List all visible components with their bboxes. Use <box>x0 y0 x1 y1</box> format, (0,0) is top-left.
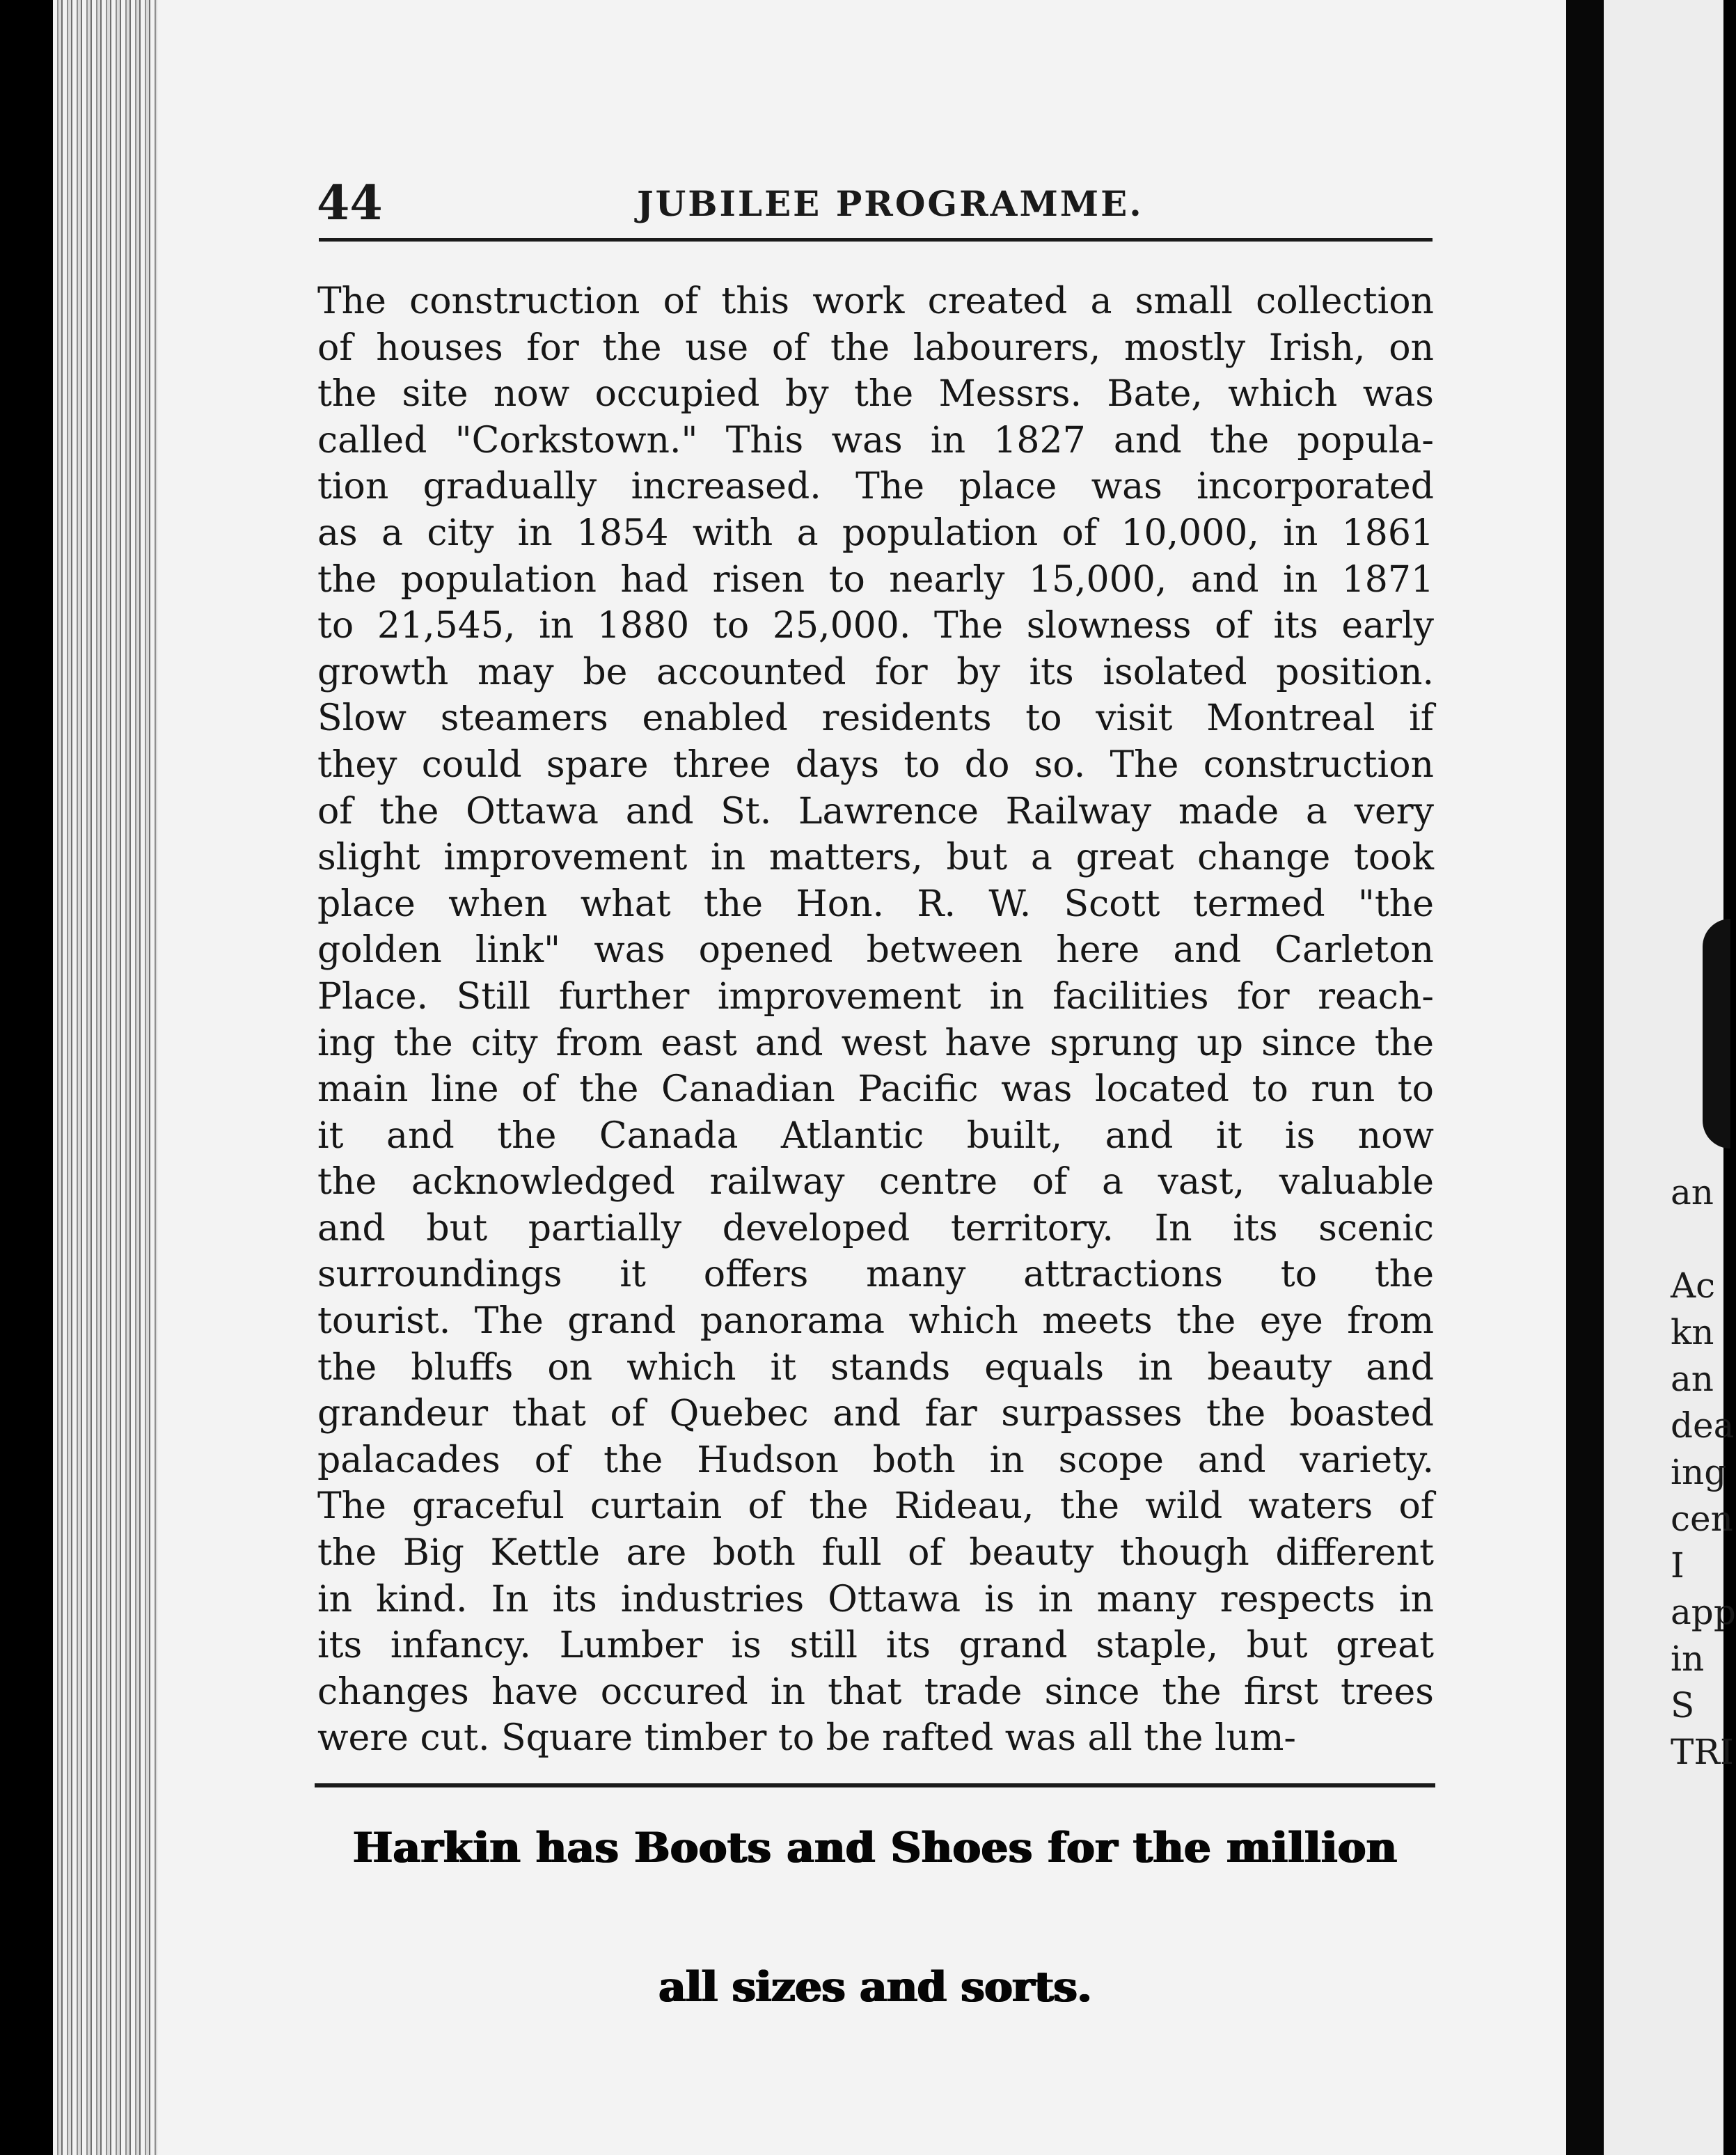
text-line: tion gradually increased. The place was incorporated <box>317 466 1434 508</box>
facing-page-fragment <box>1671 1216 1723 1263</box>
text-line: called "Corkstown." This was in 1827 and the popula- <box>317 419 1434 461</box>
header-rule <box>319 238 1433 242</box>
footer-rule <box>315 1783 1435 1787</box>
text-line: the bluffs on which it stands equals in beauty and <box>317 1346 1434 1389</box>
facing-page-fragment: an <box>1671 1172 1714 1213</box>
text-line: changes have occured in that trade since the first trees <box>317 1671 1434 1713</box>
text-line: The construction of this work created a small collection <box>317 281 1434 322</box>
advertisement-line: all sizes and sorts. <box>658 1963 1091 2012</box>
text-line: the acknowledged railway centre of a vast, valuable <box>317 1161 1434 1203</box>
facing-page-fragment: cen <box>1671 1499 1733 1539</box>
facing-page-fragment: ing <box>1671 1452 1727 1492</box>
text-line: slight improvement in matters, but a great change took <box>317 837 1434 879</box>
book-gutter <box>1566 0 1604 2155</box>
facing-page-fragment: S <box>1671 1685 1695 1726</box>
text-line: were cut. Square timber to be rafted was all the lum- <box>317 1717 1296 1760</box>
text-line: in kind. In its industries Ottawa is in many respects in <box>317 1578 1434 1620</box>
text-line: its infancy. Lumber is still its grand staple, but great <box>317 1625 1434 1667</box>
running-title: JUBILEE PROGRAMME. <box>637 183 1144 224</box>
text-line: Slow steamers enabled residents to visit Montreal if <box>317 697 1434 740</box>
text-line: the Big Kettle are both full of beauty though different <box>317 1532 1434 1574</box>
advertisement <box>315 1817 1435 2019</box>
facing-page-fragment: TRI <box>1671 1732 1734 1772</box>
facing-page-fragment: kn <box>1671 1312 1714 1352</box>
text-line: ing the city from east and west have sprung up since the <box>317 1022 1434 1064</box>
text-line: as a city in 1854 with a population of 10,000, in 1861 <box>317 512 1434 554</box>
text-line: the site now occupied by the Messrs. Bate, which was <box>317 373 1434 416</box>
text-line: grandeur that of Quebec and far surpasses the boasted <box>317 1393 1434 1435</box>
facing-page-fragment: I <box>1671 1545 1684 1586</box>
advertisement-line: Harkin has Boots and Shoes for the million <box>352 1824 1398 1872</box>
facing-page-text <box>1671 1169 1736 1776</box>
facing-page-fragment: Ac <box>1671 1265 1716 1306</box>
text-line: growth may be accounted for by its isolated position. <box>317 651 1434 693</box>
text-line: surroundings it offers many attractions to the <box>317 1254 1434 1296</box>
text-line: main line of the Canadian Pacific was located to run to <box>317 1068 1434 1111</box>
facing-page-fragment: in <box>1671 1639 1705 1679</box>
text-line: tourist. The grand panorama which meets the eye from <box>317 1300 1434 1343</box>
page-number: 44 <box>317 175 383 231</box>
text-line: the population had risen to nearly 15,000, and in 1871 <box>317 558 1434 601</box>
text-line: Place. Still further improvement in facilities for reach- <box>317 975 1434 1018</box>
text-line: The graceful curtain of the Rideau, the wild waters of <box>317 1485 1434 1528</box>
page-header <box>317 175 1430 231</box>
page-edges <box>53 0 157 2155</box>
text-line: it and the Canada Atlantic built, and it is now <box>317 1114 1434 1157</box>
text-line: of the Ottawa and St. Lawrence Railway made a very <box>317 790 1434 832</box>
text-line: to 21,545, in 1880 to 25,000. The slowness of its early <box>317 605 1434 647</box>
facing-page-illustration-edge <box>1703 919 1730 1148</box>
facing-page-fragment: an <box>1671 1359 1714 1399</box>
text-line: golden link" was opened between here and Carleton <box>317 929 1434 972</box>
facing-page-fragment: app <box>1671 1592 1736 1632</box>
text-line: and but partially developed territory. In its scenic <box>317 1207 1434 1249</box>
text-line: palacades of the Hudson both in scope and variety. <box>317 1439 1434 1481</box>
body-text <box>317 278 1434 1762</box>
text-line: place when what the Hon. R. W. Scott termed "the <box>317 883 1434 925</box>
text-line: of houses for the use of the labourers, mostly Irish, on <box>317 326 1434 369</box>
text-line: they could spare three days to do so. The construction <box>317 743 1434 786</box>
facing-page-fragment: dea <box>1671 1405 1735 1446</box>
